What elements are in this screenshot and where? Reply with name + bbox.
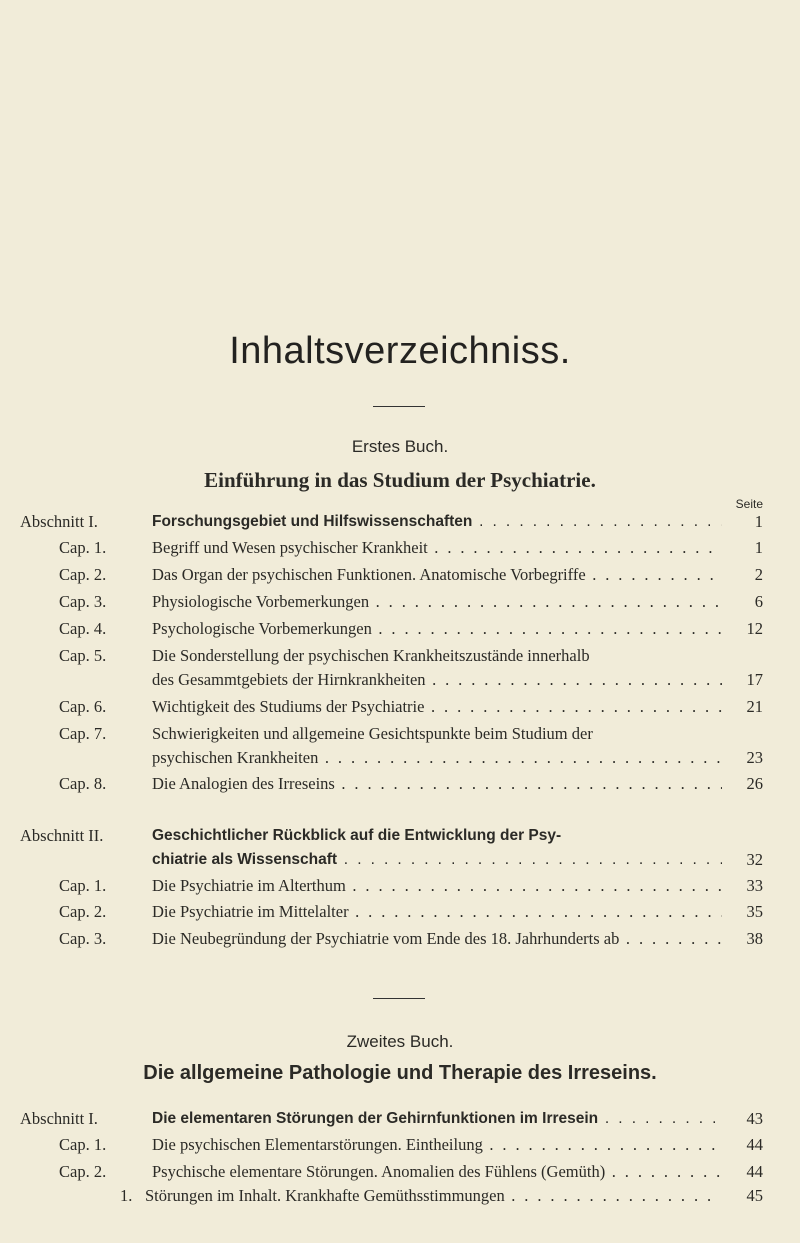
- entry-label: Cap. 3.: [59, 929, 107, 948]
- book-1-title: Erstes Buch.: [351, 437, 449, 456]
- divider: [373, 998, 425, 999]
- entry-page-number: 6: [754, 592, 763, 611]
- entry-page-number: 21: [746, 697, 763, 716]
- entry-text: Die Psychiatrie im Mittelalter . . .: [152, 901, 722, 923]
- entry-page-number: 38: [746, 929, 763, 948]
- entry-text: Störungen im Inhalt. Krankhafte Gemüthsstimmungen . . .: [145, 1185, 715, 1207]
- entry-text: Begriff und Wesen psychischer Krankheit . . .: [152, 537, 722, 559]
- entry-page-number: 44: [746, 1135, 763, 1154]
- entry-page-number: 43: [746, 1109, 763, 1128]
- entry-label: Cap. 7.: [59, 724, 107, 743]
- entry-label: Cap. 1.: [59, 876, 107, 895]
- entry-text: Die Sonderstellung der psychischen Krankheitszustände innerhalb: [152, 646, 590, 665]
- entry-text: Die elementaren Störungen der Gehirnfunktionen im Irresein . . .: [152, 1108, 722, 1130]
- entry-label: Cap. 3.: [59, 592, 107, 611]
- entry-text: Geschichtlicher Rückblick auf die Entwicklung der Psy-: [152, 827, 562, 844]
- entry-label: Abschnitt II.: [20, 826, 104, 845]
- entry-label: Cap. 6.: [59, 697, 107, 716]
- entry-label: Cap. 1.: [59, 1135, 107, 1154]
- page-column-header: Seite: [735, 497, 763, 511]
- entry-label: Cap. 4.: [59, 619, 107, 638]
- entry-text: Die Psychiatrie im Alterthum . . .: [152, 875, 722, 897]
- entry-text: Schwierigkeiten und allgemeine Gesichtspunkte beim Studium der: [152, 724, 593, 743]
- entry-page-number: 23: [746, 748, 763, 767]
- entry-text: Physiologische Vorbemerkungen . . .: [152, 591, 722, 613]
- entry-text: psychischen Krankheiten . . .: [152, 747, 722, 769]
- entry-page-number: 2: [754, 565, 763, 584]
- book-2-title: Zweites Buch.: [346, 1032, 454, 1051]
- page-title: Inhaltsverzeichniss.: [229, 330, 571, 372]
- entry-label: Cap. 2.: [59, 565, 107, 584]
- entry-label: Abschnitt I.: [20, 512, 98, 531]
- entry-page-number: 35: [746, 902, 763, 921]
- entry-page-number: 1: [754, 512, 763, 531]
- entry-label: 1.: [120, 1186, 133, 1205]
- entry-page-number: 26: [746, 774, 763, 793]
- entry-page-number: 1: [754, 538, 763, 557]
- entry-label: Abschnitt I.: [20, 1109, 98, 1128]
- entry-page-number: 44: [746, 1162, 763, 1181]
- entry-text: Die psychischen Elementarstörungen. Eintheilung . . .: [152, 1134, 722, 1156]
- entry-label: Cap. 2.: [59, 1162, 107, 1181]
- divider: [373, 406, 425, 407]
- book-1-subtitle: Einführung in das Studium der Psychiatrie.: [204, 468, 596, 492]
- entry-page-number: 45: [746, 1186, 763, 1205]
- entry-text: des Gesammtgebiets der Hirnkrankheiten . . .: [152, 669, 722, 691]
- entry-label: Cap. 5.: [59, 646, 107, 665]
- entry-label: Cap. 2.: [59, 902, 107, 921]
- entry-page-number: 12: [746, 619, 763, 638]
- book-2-subtitle: Die allgemeine Pathologie und Therapie des Irreseins.: [143, 1062, 657, 1084]
- entry-text: Psychische elementare Störungen. Anomalien des Fühlens (Gemüth) . . .: [152, 1161, 722, 1183]
- entry-label: Cap. 1.: [59, 538, 107, 557]
- entry-text: Psychologische Vorbemerkungen . . .: [152, 618, 722, 640]
- entry-text: Wichtigkeit des Studiums der Psychiatrie . . .: [152, 696, 722, 718]
- entry-page-number: 32: [746, 850, 763, 869]
- entry-page-number: 33: [746, 876, 763, 895]
- entry-text: Die Analogien des Irreseins . . .: [152, 773, 722, 795]
- entry-page-number: 17: [746, 670, 763, 689]
- entry-text: Die Neubegründung der Psychiatrie vom Ende des 18. Jahrhunderts ab . . .: [152, 928, 722, 950]
- entry-text: chiatrie als Wissenschaft . . .: [152, 849, 722, 871]
- entry-label: Cap. 8.: [59, 774, 107, 793]
- entry-text: Forschungsgebiet und Hilfswissenschaften . . .: [152, 511, 722, 533]
- entry-text: Das Organ der psychischen Funktionen. Anatomische Vorbegriffe . . .: [152, 564, 722, 586]
